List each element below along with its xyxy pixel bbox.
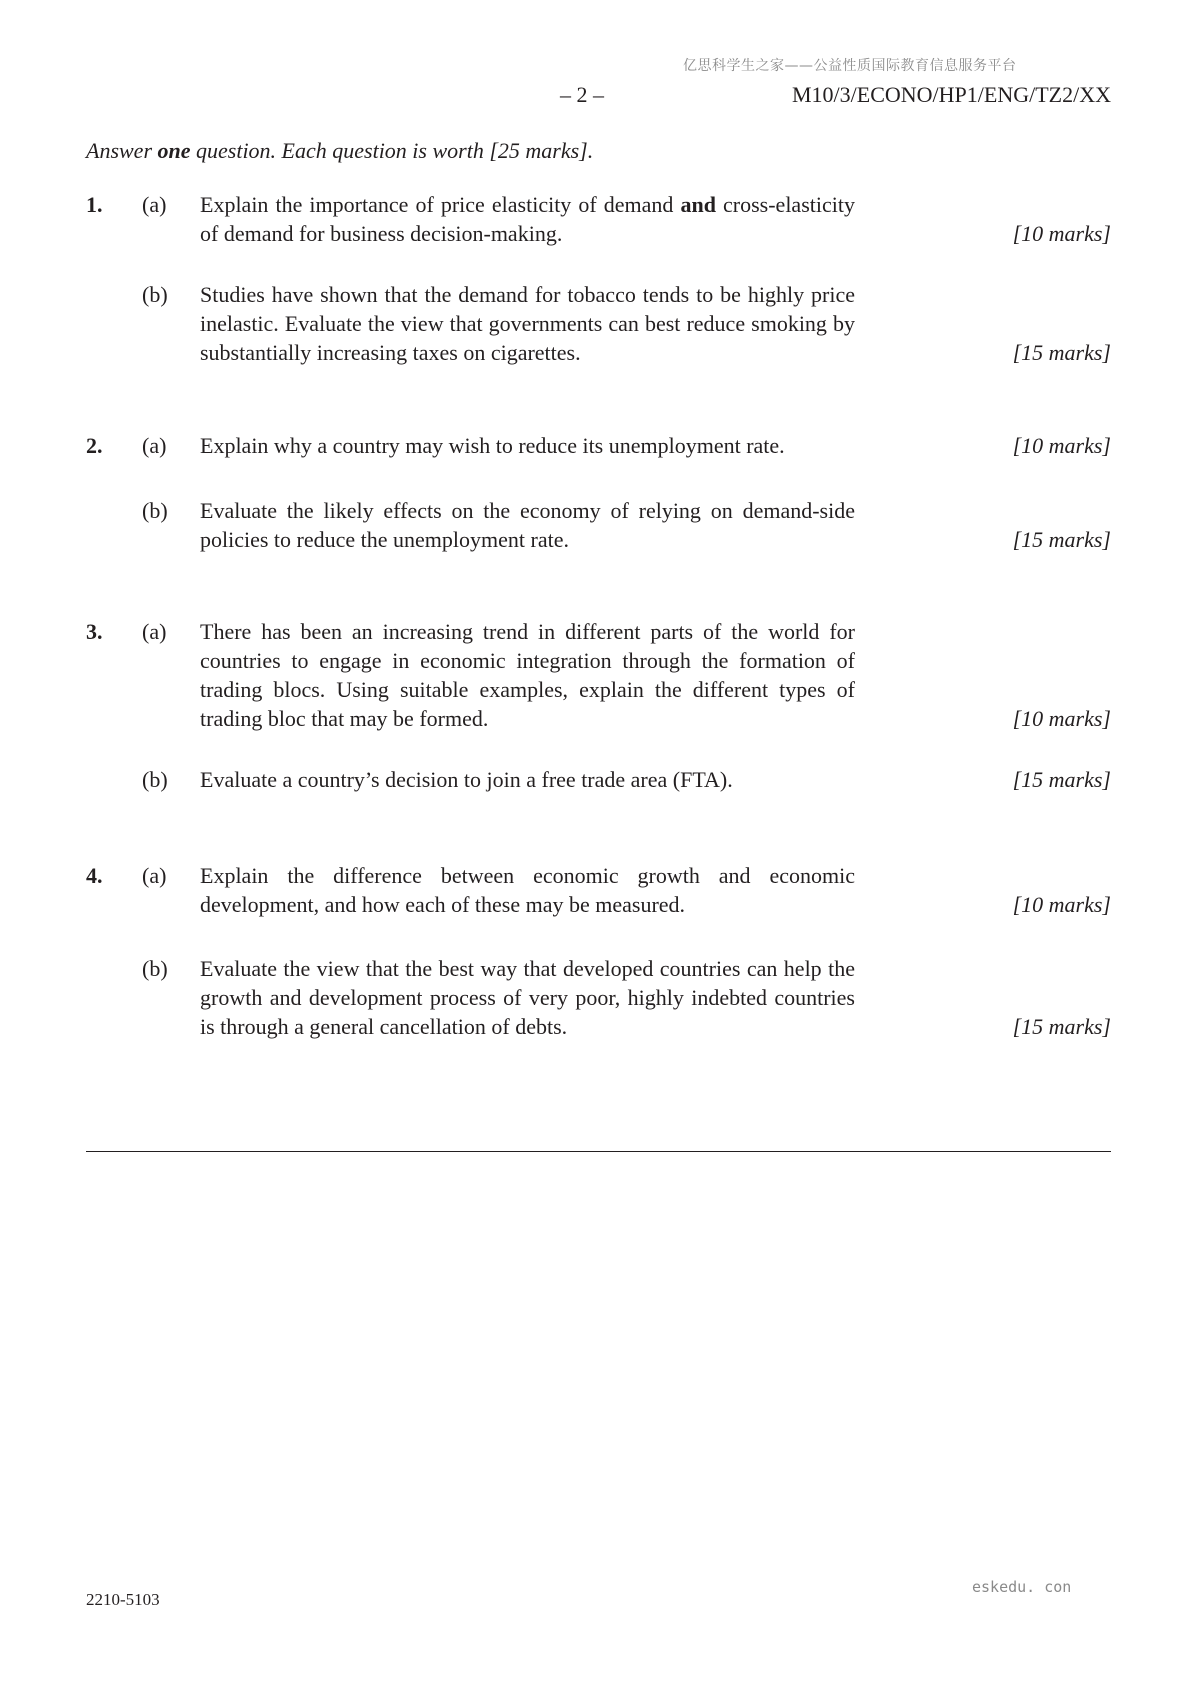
paper-code: M10/3/ECONO/HP1/ENG/TZ2/XX [792, 82, 1111, 107]
part-label: (a) [142, 192, 167, 217]
question-4-part-b [86, 954, 1111, 1041]
part-text: Studies have shown that the demand for tobacco tends to be highly price inelastic. Evaluate the view that governments can best reduce smoking by substantially increasing taxes on cigarettes. [200, 282, 855, 365]
marks-label: [10 marks] [1012, 221, 1111, 246]
question-4 [86, 861, 1111, 1041]
part-text: Evaluate a country’s decision to join a free trade area (FTA). [200, 767, 733, 792]
header-watermark: 亿思科学生之家——公益性质国际教育信息服务平台 [683, 58, 1017, 74]
question-2-part-b [86, 496, 1111, 554]
instruction-line [86, 138, 593, 164]
question-number: 1. [86, 192, 103, 217]
question-2-part-a [86, 431, 1111, 460]
question-number: 4. [86, 863, 103, 888]
instruction-text-1: Answer [86, 138, 158, 163]
marks-label: [15 marks] [1012, 1014, 1111, 1039]
part-text: Explain why a country may wish to reduce its unemployment rate. [200, 433, 785, 458]
part-text: Explain the importance of price elasticity of demand and cross-elasticity of demand for business decision-making. [200, 192, 855, 246]
marks-label: [10 marks] [1012, 706, 1111, 731]
question-2 [86, 431, 1111, 554]
question-1-part-b [86, 280, 1111, 367]
question-number: 3. [86, 619, 103, 644]
marks-label: [10 marks] [1012, 433, 1111, 458]
marks-label: [15 marks] [1012, 340, 1111, 365]
question-number: 2. [86, 433, 103, 458]
bold-word: and [680, 192, 716, 217]
instruction-text-2: question. Each question is worth [25 marks]. [190, 138, 594, 163]
question-1-part-a [86, 190, 1111, 248]
page-number: – 2 – [560, 82, 604, 107]
part-text: There has been an increasing trend in different parts of the world for countries to engage in economic integration through the formation of trading blocs. Using suitable examples, explain the different types of trading bloc that may be formed. [200, 619, 855, 731]
end-rule [86, 1151, 1111, 1152]
instruction-bold: one [157, 138, 191, 163]
part-text: Explain the difference between economic growth and economic development, and how each of these may be measured. [200, 863, 855, 917]
part-label: (b) [142, 282, 168, 307]
question-3 [86, 617, 1111, 794]
part-label: (b) [142, 498, 168, 523]
question-4-part-a [86, 861, 1111, 919]
question-3-part-a [86, 617, 1111, 733]
part-label: (a) [142, 433, 167, 458]
part-text: Evaluate the likely effects on the economy of relying on demand-side policies to reduce the unemployment rate. [200, 498, 855, 552]
marks-label: [15 marks] [1012, 767, 1111, 792]
question-3-part-b [86, 765, 1111, 794]
part-label: (b) [142, 956, 168, 981]
part-label: (a) [142, 863, 167, 888]
marks-label: [15 marks] [1012, 527, 1111, 552]
question-1 [86, 190, 1111, 367]
part-label: (a) [142, 619, 167, 644]
footer-watermark: eskedu. con [972, 1578, 1072, 1596]
part-label: (b) [142, 767, 168, 792]
part-text: Evaluate the view that the best way that developed countries can help the growth and development process of very poor, highly indebted countries is through a general cancellation of debts. [200, 956, 855, 1039]
footer-code: 2210-5103 [86, 1590, 160, 1609]
marks-label: [10 marks] [1012, 892, 1111, 917]
